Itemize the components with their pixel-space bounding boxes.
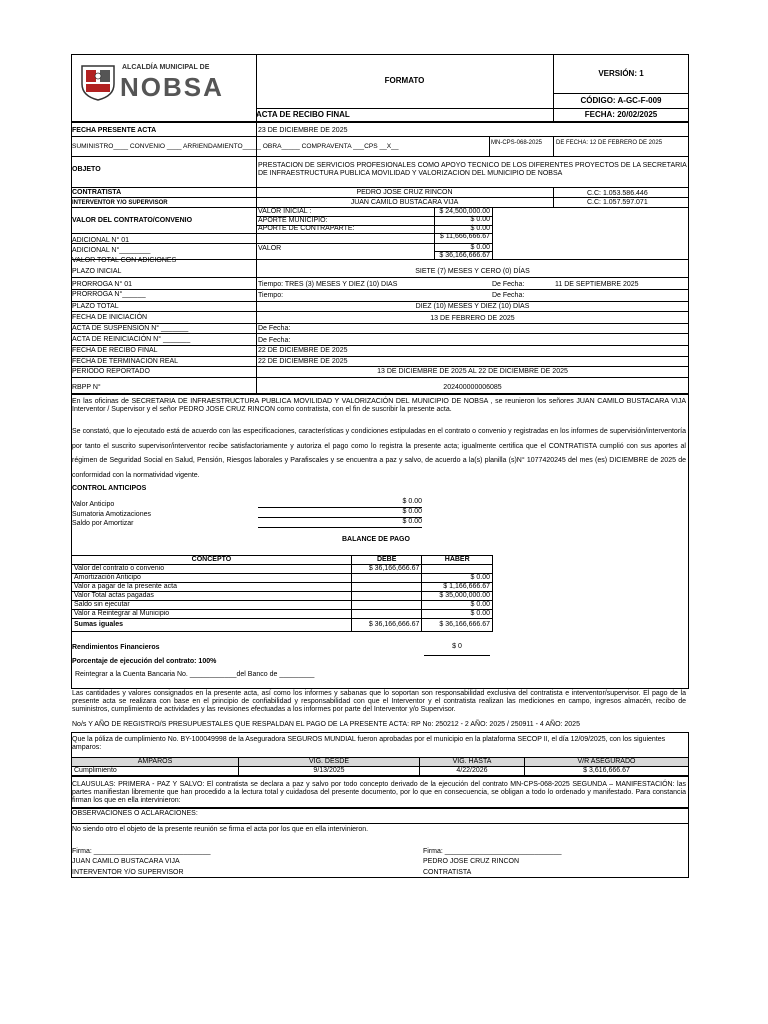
debe-cell bbox=[351, 601, 422, 610]
contratista-signature-role: CONTRATISTA bbox=[423, 869, 472, 876]
aporte-municipio-label: APORTE MUNICIPIO: bbox=[258, 217, 328, 224]
prorroga-tiempo: Tiempo: bbox=[258, 292, 284, 299]
fecha-presente-label: FECHA PRESENTE ACTA bbox=[72, 127, 157, 134]
plazo-total: DIEZ (10) MESES Y DIEZ (10) DÍAS bbox=[415, 303, 530, 310]
control-anticipos-title: CONTROL ANTICIPOS bbox=[72, 485, 147, 492]
fecha-iniciacion-label: FECHA DE INICIACIÓN bbox=[72, 314, 148, 321]
valor-label: VALOR bbox=[258, 245, 282, 252]
header-concepto: CONCEPTO bbox=[72, 556, 352, 565]
vig-desde-header: VIG. DESDE bbox=[239, 758, 420, 767]
tipo-contrato: SUMINISTRO____ CONVENIO ____ ARRIENDAMIENTO_____ OBRA_____ COMPRAVENTA ___CPS __X__ bbox=[72, 143, 399, 150]
table-row bbox=[72, 583, 493, 592]
rendimientos-label: Rendimientos Financieros bbox=[72, 644, 160, 651]
prorroga1-tiempo: Tiempo: TRES (3) MESES Y DIEZ (10) DIAS bbox=[258, 281, 398, 288]
rbpp-label: RBPP N° bbox=[72, 384, 101, 391]
fecha-recibo: 22 DE DICIEMBRE DE 2025 bbox=[258, 347, 348, 354]
concepto-cell: Valor del contrato o convenio bbox=[72, 565, 352, 574]
fecha-presente-value: 23 DE DICIEMBRE DE 2025 bbox=[258, 127, 348, 134]
fecha-terminacion-label: FECHA DE TERMINACIÓN REAL bbox=[72, 358, 179, 365]
rendimientos-value: $ 0 bbox=[452, 643, 462, 650]
adicional-label: ADICIONAL N°________ bbox=[72, 247, 151, 254]
haber-cell: $ 0.00 bbox=[422, 601, 493, 610]
valor-inicial: $ 24,500,000.00 bbox=[439, 208, 490, 215]
table-row bbox=[72, 610, 493, 619]
table-row bbox=[72, 601, 493, 610]
saldo-amortizar-label: Saldo por Amortizar bbox=[72, 520, 134, 527]
paragraph-reunion: En las oficinas de SECRETARIA DE INFRAESTRUCTURA PUBLICA MOVILIDAD Y VALORIZACIÓN DEL MUNICIPIO DE NOBSA , se reunieron los señores JUAN CAMILO BUSTACARA VIJA Interventor / Supervisor y el señor PEDRO JOSE CRUZ RINCON como contratista, con el fin de suscribir la presente acta. bbox=[72, 398, 686, 413]
debe-cell bbox=[351, 610, 422, 619]
haber-cell bbox=[422, 565, 493, 574]
haber-cell: $ 1,166,666.67 bbox=[422, 583, 493, 592]
sumas-label: Sumas iguales bbox=[72, 619, 352, 632]
acta-suspension: De Fecha: bbox=[258, 325, 291, 332]
vig-hasta-cell: 4/22/2026 bbox=[420, 767, 525, 776]
valor-contrato-label: VALOR DEL CONTRATO/CONVENIO bbox=[72, 217, 193, 224]
table-row bbox=[72, 565, 493, 574]
balance-header-row bbox=[72, 556, 493, 565]
interventor-name: JUAN CAMILO BUSTACARA VIJA bbox=[350, 199, 459, 206]
anticipo-value: $ 0.00 bbox=[402, 498, 422, 505]
paragraph-responsabilidad: Las cantidades y valores consignados en la presente acta, así como los informes y sabanas que lo soportan son responsabilidad exclusiva del contratista e interventor/supervisor. El pago de la presente acta se realizara con base en el principio de confiabilidad y responsabilidad con que el Interventor y el contratista realizan las mediciones en campo, ingresos almacén, recibo de suministros, cumplimiento de actividades y las revisiones efectuadas a los informes por parte del Interventor y/o Supervisor. bbox=[72, 690, 686, 713]
vr-asegurado-cell: $ 3,616,666.67 bbox=[525, 767, 689, 776]
concepto-cell: Valor Total actas pagadas bbox=[72, 592, 352, 601]
prorroga1-label: PRORROGA N° 01 bbox=[72, 281, 132, 288]
balance-table bbox=[71, 555, 493, 632]
debe-cell bbox=[351, 592, 422, 601]
adicional1-label: ADICIONAL N° 01 bbox=[72, 237, 130, 244]
valor-total: $ 36,166,666.67 bbox=[439, 252, 490, 259]
concepto-cell: Saldo sin ejecutar bbox=[72, 601, 352, 610]
interventor-signature-role: INTERVENTOR Y/O SUPERVISOR bbox=[72, 869, 184, 876]
poliza-header-row bbox=[72, 758, 689, 767]
clausulas-text: CLAUSULAS: PRIMERA - PAZ Y SALVO: El contratista se declara a paz y salvo por todo concepto derivado de la ejecución del contrato MN-CPS-068-2025 SEGUNDA – MANIFESTACIÓN: las partes manifiestan libremente que han procedido a la lectura total y cuidadosa del presente documento, por lo que en consecuencia, se obligan a todo lo ordenado y manifestado. Para constancia firman los que en ella intervinieron: bbox=[72, 781, 686, 804]
header-fecha: FECHA: 20/02/2025 bbox=[584, 110, 658, 119]
vig-hasta-header: VIG. HASTA bbox=[420, 758, 525, 767]
shield-icon bbox=[78, 62, 118, 102]
aporte-contraparte-label: APORTE DE CONTRAPARTE: bbox=[258, 225, 355, 232]
debe-cell bbox=[351, 574, 422, 583]
acta-reiniciacion-label: ACTA DE REINICIACIÓN N° _______ bbox=[72, 336, 191, 343]
table-row bbox=[72, 767, 689, 776]
interventor-signature-name: JUAN CAMILO BUSTACARA VIJA bbox=[72, 858, 180, 865]
acta-reiniciacion: De Fecha: bbox=[258, 337, 291, 344]
plazo-total-label: PLAZO TOTAL bbox=[72, 303, 119, 310]
prorroga1-de-fecha: De Fecha: bbox=[492, 281, 525, 288]
aporte-contraparte: $ 0.00 bbox=[470, 225, 490, 232]
formato-title: FORMATO bbox=[384, 76, 425, 85]
contrato-de-fecha: DE FECHA: 12 DE FEBRERO DE 2025 bbox=[556, 140, 663, 146]
table-row bbox=[72, 592, 493, 601]
acta-title: ACTA DE RECIBO FINAL bbox=[256, 110, 350, 119]
objeto-label: OBJETO bbox=[72, 166, 101, 173]
debe-cell: $ 36,166,666.67 bbox=[351, 565, 422, 574]
debe-cell bbox=[351, 583, 422, 592]
porcentaje-ejecucion: Porcentaje de ejecución del contrato: 100% bbox=[72, 658, 217, 665]
valor-inicial-label: VALOR INICIAL : bbox=[258, 208, 312, 215]
rbpp-value: 202400000006085 bbox=[443, 384, 502, 391]
anticipo-label: Valor Anticipo bbox=[72, 501, 115, 508]
prorroga-label: PRORROGA N°______ bbox=[72, 291, 146, 298]
interventor-cc: C.C: 1.057.597.071 bbox=[587, 199, 648, 206]
saldo-amortizar-value: $ 0.00 bbox=[402, 518, 422, 525]
concepto-cell: Valor a pagar de la presente acta bbox=[72, 583, 352, 592]
sumas-haber: $ 36,166,666.67 bbox=[422, 619, 493, 632]
cierre-text: No siendo otro el objeto de la presente reunión se firma el acta por los que en ella intervinieron. bbox=[72, 826, 369, 833]
amparo-cell: Cumplimiento bbox=[72, 767, 239, 776]
plazo-inicial-label: PLAZO INICIAL bbox=[72, 268, 122, 275]
valor-total-label: VALOR TOTAL CON ADICIONES bbox=[72, 257, 177, 264]
contratista-signature-name: PEDRO JOSE CRUZ RINCON bbox=[423, 858, 520, 865]
version: VERSIÓN: 1 bbox=[598, 69, 644, 78]
contratista-label: CONTRATISTA bbox=[72, 189, 122, 196]
contrato-numero: MN-CPS-068-2025 bbox=[491, 140, 543, 146]
fecha-terminacion: 22 DE DICIEMBRE DE 2025 bbox=[258, 358, 348, 365]
logo-text-main: NOBSA bbox=[120, 72, 224, 102]
amortizaciones-value: $ 0.00 bbox=[402, 508, 422, 515]
plazo-inicial: SIETE (7) MESES Y CERO (0) DÍAS bbox=[415, 268, 530, 275]
poliza-text: Que la póliza de cumplimiento No. BY-100049998 de la Aseguradora SEGUROS MUNDIAL fueron aprobadas por el municipio en la plataforma SECOP II, el día 12/09/2025, con los siguientes amparos: bbox=[72, 736, 666, 751]
observaciones-label: OBSERVACIONES O ACLARACIONES: bbox=[72, 810, 198, 817]
adicional-value: $ 0.00 bbox=[470, 244, 490, 251]
prorroga-de-fecha: De Fecha: bbox=[492, 292, 525, 299]
reintegro-cuenta: Reintegrar a la Cuenta Bancaria No. ____________del Banco de _________ bbox=[75, 671, 315, 678]
contratista-name: PEDRO JOSE CRUZ RINCON bbox=[356, 189, 453, 196]
registros-presupuestales: No/s Y AÑO DE REGISTRO/S PRESUPUESTALES QUE RESPALDAN EL PAGO DE LA PRESENTE ACTA: RP No: 250212 - 2 AÑO: 2025 / 250911 - 4 AÑO: 2025 bbox=[72, 721, 580, 728]
concepto-cell: Amortización Anticipo bbox=[72, 574, 352, 583]
firma-contratista-line: Firma: ______________________________ bbox=[423, 848, 562, 855]
nobsa-logo bbox=[78, 62, 248, 104]
objeto-value: PRESTACION DE SERVICIOS PROFESIONALES COMO APOYO TECNICO DE LOS DIFERENTES PROYECTOS DE LA SECRETARIA DE INFRAESTRUCTURA PUBLICA MOVILIDAD Y VALORIZACION DEL MUNICIPIO DE NOBSA bbox=[258, 162, 687, 177]
adicional1-value: $ 11,666,666.67 bbox=[439, 233, 490, 240]
concepto-cell: Valor a Reintegrar al Municipio bbox=[72, 610, 352, 619]
periodo-value: 13 DE DICIEMBRE DE 2025 AL 22 DE DICIEMBRE DE 2025 bbox=[377, 368, 568, 375]
amparos-header: AMPAROS bbox=[72, 758, 239, 767]
periodo-label: PERIODO REPORTADO bbox=[72, 368, 150, 375]
paragraph-constancia: Se constató, que lo ejecutado está de acuerdo con las especificaciones, características y condiciones estipuladas en el contrato o convenio y registradas en los informes de supervisión/interventoría por tanto el suscrito supervisor/interventor recibe satisfactoriamente y autoriza el pago como lo registra la presente acta; igualmente certifica que el CONTRATISTA cumplió con sus aportes al régimen de Seguridad Social en Salud, Pensión, Riesgos laborales y Parafiscales y se encuentra a paz y salvo, de acuerdo a la(s) planilla (s)N° 1077420245 del mes (es) DICIEMBRE de 2025 de conformidad con la normatividad vigente. bbox=[72, 428, 686, 479]
amortizaciones-label: Sumatoria Amotizaciones bbox=[72, 511, 151, 518]
prorroga1-fecha: 11 DE SEPTIEMBRE 2025 bbox=[555, 281, 639, 288]
table-row bbox=[72, 574, 493, 583]
header-debe: DEBE bbox=[351, 556, 422, 565]
fecha-recibo-label: FECHA DE RECIBO FINAL bbox=[72, 347, 158, 354]
haber-cell: $ 35,000,000.00 bbox=[422, 592, 493, 601]
haber-cell: $ 0.00 bbox=[422, 574, 493, 583]
vig-desde-cell: 9/13/2025 bbox=[239, 767, 420, 776]
codigo: CÓDIGO: A-GC-F-009 bbox=[580, 96, 662, 105]
interventor-label: INTERVENTOR Y/O SUPERVISOR bbox=[72, 200, 168, 206]
haber-cell: $ 0.00 bbox=[422, 610, 493, 619]
balance-title: BALANCE DE PAGO bbox=[342, 536, 410, 543]
aporte-municipio: $ 0.00 bbox=[470, 216, 490, 223]
logo-text-top: ALCALDÍA MUNICIPAL DE bbox=[122, 64, 210, 71]
contratista-cc: C.C: 1.053.586.446 bbox=[587, 190, 648, 197]
header-haber: HABER bbox=[422, 556, 493, 565]
vr-asegurado-header: V/R ASEGURADO bbox=[525, 758, 689, 767]
fecha-iniciacion: 13 DE FEBRERO DE 2025 bbox=[430, 315, 515, 322]
acta-suspension-label: ACTA DE SUSPENSIÓN N° _______ bbox=[72, 325, 189, 332]
firma-interventor-line: Firma: ______________________________ bbox=[72, 848, 211, 855]
sumas-row bbox=[72, 619, 493, 632]
poliza-table bbox=[71, 757, 689, 776]
sumas-debe: $ 36,166,666.67 bbox=[351, 619, 422, 632]
